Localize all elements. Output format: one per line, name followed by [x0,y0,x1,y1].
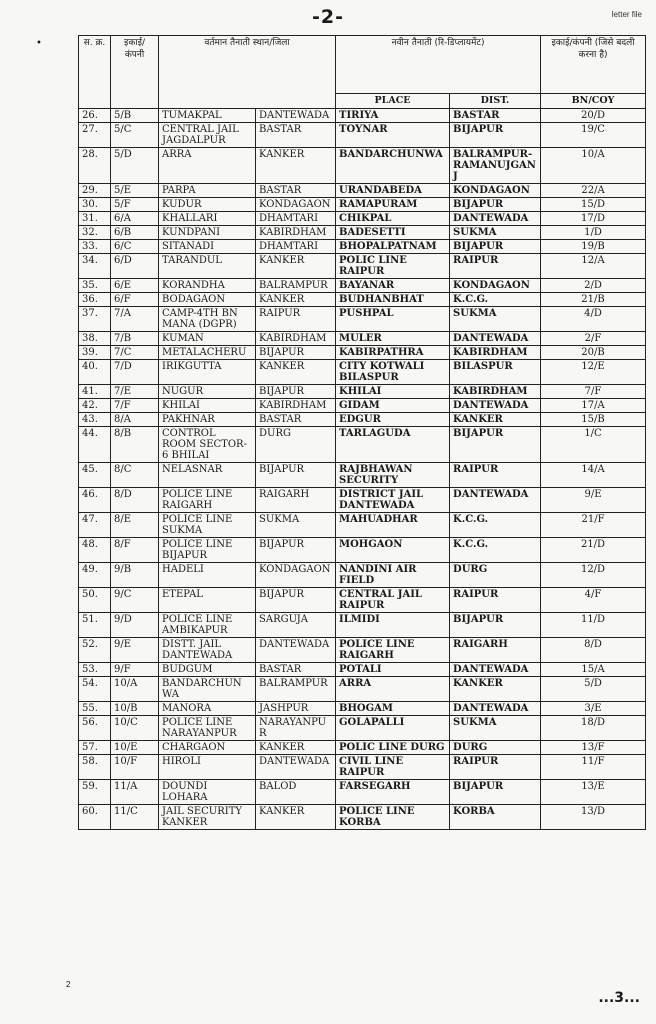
cell-cur-dist: KANKER [256,741,336,755]
cell-new-unit: 15/D [541,198,646,212]
cell-new-dist: KORBA [450,805,541,830]
cell-cur-dist: KANKER [256,148,336,184]
cell-cur-dist: RAIGARH [256,488,336,513]
cell-new-unit: 12/D [541,563,646,588]
table-row [79,212,646,226]
cell-new-unit: 10/A [541,148,646,184]
cell-new-place: CENTRAL JAIL RAIPUR [336,588,450,613]
cell-unit: 8/A [111,413,159,427]
cell-cur-dist: KABIRDHAM [256,226,336,240]
cell-unit: 10/C [111,716,159,741]
cell-sno: 57. [79,741,111,755]
cell-unit: 11/A [111,780,159,805]
cell-new-place: BHOPALPATNAM [336,240,450,254]
cell-new-dist: KANKER [450,677,541,702]
cell-sno: 53. [79,663,111,677]
cell-sno: 36. [79,293,111,307]
cell-new-place: ARRA [336,677,450,702]
table-row [79,513,646,538]
cell-new-place: BAYANAR [336,279,450,293]
cell-cur-place: DISTT. JAIL DANTEWADA [159,638,256,663]
cell-new-unit: 8/D [541,638,646,663]
cell-new-unit: 5/D [541,677,646,702]
cell-new-unit: 13/E [541,780,646,805]
table-row [79,226,646,240]
cell-cur-dist: KABIRDHAM [256,399,336,413]
table-row [79,254,646,279]
cell-new-dist: DANTEWADA [450,488,541,513]
cell-cur-dist: BASTAR [256,184,336,198]
cell-cur-place: IRIKGUTTA [159,360,256,385]
cell-unit: 8/F [111,538,159,563]
cell-new-place: TARLAGUDA [336,427,450,463]
cell-new-place: FARSEGARH [336,780,450,805]
cell-new-dist: SUKMA [450,716,541,741]
subheader-place: PLACE [336,94,450,109]
cell-cur-dist: BASTAR [256,123,336,148]
footer-mark: 2 [66,980,71,989]
cell-cur-dist: KANKER [256,254,336,279]
cell-new-unit: 17/A [541,399,646,413]
cell-new-dist: RAIGARH [450,638,541,663]
cell-new-dist: DANTEWADA [450,702,541,716]
cell-new-dist: BIJAPUR [450,198,541,212]
table-row [79,741,646,755]
table-row [79,399,646,413]
cell-new-unit: 1/C [541,427,646,463]
table-row [79,780,646,805]
cell-cur-dist: DHAMTARI [256,240,336,254]
cell-sno: 49. [79,563,111,588]
cell-sno: 32. [79,226,111,240]
cell-new-dist: DURG [450,563,541,588]
cell-cur-place: NUGUR [159,385,256,399]
cell-new-unit: 21/F [541,513,646,538]
cell-new-place: ILMIDI [336,613,450,638]
cell-sno: 34. [79,254,111,279]
cell-unit: 5/D [111,148,159,184]
cell-cur-place: KUNDPANI [159,226,256,240]
cell-new-dist: KONDAGAON [450,184,541,198]
cell-new-place: MAHUADHAR [336,513,450,538]
cell-cur-place: DOUNDI LOHARA [159,780,256,805]
cell-unit: 9/C [111,588,159,613]
cell-sno: 60. [79,805,111,830]
cell-new-dist: K.C.G. [450,538,541,563]
cell-cur-dist: DANTEWADA [256,638,336,663]
table-row [79,293,646,307]
cell-cur-place: POLICE LINE BIJAPUR [159,538,256,563]
cell-unit: 6/C [111,240,159,254]
cell-new-place: TOYNAR [336,123,450,148]
cell-cur-place: HIROLI [159,755,256,780]
cell-unit: 10/A [111,677,159,702]
table-row [79,805,646,830]
cell-new-dist: KABIRDHAM [450,385,541,399]
cell-sno: 45. [79,463,111,488]
cell-new-place: NANDINI AIR FIELD [336,563,450,588]
cell-new-unit: 19/B [541,240,646,254]
cell-unit: 7/E [111,385,159,399]
cell-new-unit: 12/A [541,254,646,279]
cell-cur-place: ARRA [159,148,256,184]
cell-unit: 5/F [111,198,159,212]
cell-new-place: TIRIYA [336,109,450,123]
table-row [79,677,646,702]
cell-new-dist: BILASPUR [450,360,541,385]
cell-sno: 35. [79,279,111,293]
cell-cur-dist: KANKER [256,360,336,385]
header-new-unit: इकाई/कंपनी (जिसे बदली करना है) [541,36,646,94]
cell-new-place: DISTRICT JAIL DANTEWADA [336,488,450,513]
cell-new-unit: 21/B [541,293,646,307]
table-row [79,346,646,360]
cell-cur-place: METALACHERU [159,346,256,360]
cell-cur-place: KHILAI [159,399,256,413]
cell-cur-place: PARPA [159,184,256,198]
cell-sno: 28. [79,148,111,184]
cell-unit: 8/C [111,463,159,488]
cell-new-dist: BASTAR [450,109,541,123]
cell-sno: 37. [79,307,111,332]
table-row [79,360,646,385]
cell-sno: 40. [79,360,111,385]
cell-new-unit: 20/B [541,346,646,360]
cell-new-unit: 20/D [541,109,646,123]
cell-cur-dist: KONDAGAON [256,198,336,212]
cell-unit: 10/F [111,755,159,780]
cell-cur-place: CHARGAON [159,741,256,755]
cell-new-unit: 11/D [541,613,646,638]
cell-new-dist: BIJAPUR [450,613,541,638]
table-row [79,427,646,463]
cell-cur-place: POLICE LINE RAIGARH [159,488,256,513]
cell-sno: 31. [79,212,111,226]
cell-sno: 38. [79,332,111,346]
cell-cur-place: BUDGUM [159,663,256,677]
table-row [79,385,646,399]
cell-cur-dist: SUKMA [256,513,336,538]
cell-unit: 9/E [111,638,159,663]
cell-cur-dist: BIJAPUR [256,588,336,613]
cell-unit: 8/E [111,513,159,538]
cell-sno: 59. [79,780,111,805]
cell-cur-dist: BIJAPUR [256,346,336,360]
cell-new-place: URANDABEDA [336,184,450,198]
cell-new-dist: RAIPUR [450,588,541,613]
cell-unit: 6/D [111,254,159,279]
cell-cur-dist: SARGUJA [256,613,336,638]
cell-cur-place: TUMAKPAL [159,109,256,123]
cell-new-place: POLIC LINE RAIPUR [336,254,450,279]
cell-cur-place: KHALLARI [159,212,256,226]
table-row [79,307,646,332]
cell-new-place: CHIKPAL [336,212,450,226]
cell-cur-dist: DURG [256,427,336,463]
cell-cur-dist: BIJAPUR [256,463,336,488]
cell-cur-dist: BALRAMPUR [256,677,336,702]
cell-new-dist: DANTEWADA [450,663,541,677]
cell-unit: 7/D [111,360,159,385]
cell-new-place: GIDAM [336,399,450,413]
cell-new-place: MOHGAON [336,538,450,563]
cell-unit: 9/D [111,613,159,638]
cell-cur-dist: KANKER [256,805,336,830]
table-row [79,184,646,198]
header-current-posting: वर्तमान तैनाती स्थान/जिला [159,36,336,109]
table-row [79,198,646,212]
cell-new-unit: 15/B [541,413,646,427]
cell-sno: 55. [79,702,111,716]
cell-cur-place: POLICE LINE NARAYANPUR [159,716,256,741]
cell-new-unit: 4/F [541,588,646,613]
cell-new-unit: 2/D [541,279,646,293]
cell-new-unit: 4/D [541,307,646,332]
cell-new-unit: 15/A [541,663,646,677]
cell-new-dist: K.C.G. [450,513,541,538]
cell-new-dist: BIJAPUR [450,427,541,463]
table-row [79,755,646,780]
cell-new-dist: RAIPUR [450,254,541,279]
table-row [79,613,646,638]
table-row [79,663,646,677]
cell-unit: 6/E [111,279,159,293]
cell-new-unit: 14/A [541,463,646,488]
cell-cur-place: KUMAN [159,332,256,346]
cell-cur-dist: BIJAPUR [256,385,336,399]
table-row [79,716,646,741]
cell-unit: 7/C [111,346,159,360]
table-row [79,279,646,293]
cell-cur-dist: BIJAPUR [256,538,336,563]
corner-label: letter file [611,10,642,19]
cell-cur-place: JAIL SECURITY KANKER [159,805,256,830]
cell-sno: 51. [79,613,111,638]
cell-cur-place: CENTRAL JAIL JAGDALPUR [159,123,256,148]
cell-cur-dist: RAIPUR [256,307,336,332]
cell-new-unit: 2/F [541,332,646,346]
cell-cur-dist: DANTEWADA [256,109,336,123]
cell-sno: 54. [79,677,111,702]
cell-sno: 52. [79,638,111,663]
cell-unit: 6/A [111,212,159,226]
cell-new-dist: KABIRDHAM [450,346,541,360]
cell-cur-place: NELASNAR [159,463,256,488]
cell-cur-place: CONTROL ROOM SECTOR-6 BHILAI [159,427,256,463]
cell-new-dist: DANTEWADA [450,399,541,413]
table-row [79,638,646,663]
cell-new-dist: DANTEWADA [450,332,541,346]
cell-new-dist: BALRAMPUR-RAMANUJGANJ [450,148,541,184]
cell-cur-place: BANDARCHUN WA [159,677,256,702]
cell-cur-dist: KONDAGAON [256,563,336,588]
cell-new-place: PUSHPAL [336,307,450,332]
cell-cur-place: TARANDUL [159,254,256,279]
table-row [79,123,646,148]
cell-cur-place: ETEPAL [159,588,256,613]
cell-new-place: POLICE LINE KORBA [336,805,450,830]
cell-unit: 5/E [111,184,159,198]
cell-sno: 48. [79,538,111,563]
cell-cur-place: POLICE LINE SUKMA [159,513,256,538]
header-unit: इकाई/ कंपनी [111,36,159,109]
cell-cur-dist: BASTAR [256,413,336,427]
cell-cur-place: KUDUR [159,198,256,212]
table-row [79,538,646,563]
cell-unit: 7/F [111,399,159,413]
table-row [79,588,646,613]
cell-cur-place: CAMP-4TH BN MANA (DGPR) [159,307,256,332]
subheader-dist: DIST. [450,94,541,109]
cell-new-unit: 19/C [541,123,646,148]
table-row [79,332,646,346]
cell-sno: 30. [79,198,111,212]
cell-new-unit: 3/E [541,702,646,716]
redeployment-table [78,35,646,830]
subheader-bn-coy: BN/COY [541,94,646,109]
cell-new-place: BUDHANBHAT [336,293,450,307]
cell-unit: 6/B [111,226,159,240]
cell-new-dist: DANTEWADA [450,212,541,226]
cell-new-unit: 17/D [541,212,646,226]
cell-cur-dist: BASTAR [256,663,336,677]
header-new-posting: नवीन तैनाती (रि-डिप्लायमेंट) [336,36,541,94]
cell-cur-dist: DANTEWADA [256,755,336,780]
cell-new-dist: RAIPUR [450,463,541,488]
cell-cur-place: SITANADI [159,240,256,254]
cell-cur-dist: BALRAMPUR [256,279,336,293]
cell-new-unit: 1/D [541,226,646,240]
cell-new-dist: BIJAPUR [450,123,541,148]
cell-cur-dist: KANKER [256,293,336,307]
cell-sno: 46. [79,488,111,513]
table-body [79,109,646,830]
cell-new-place: BHOGAM [336,702,450,716]
cell-sno: 41. [79,385,111,399]
cell-sno: 26. [79,109,111,123]
cell-sno: 33. [79,240,111,254]
cell-new-place: POLICE LINE RAIGARH [336,638,450,663]
cell-cur-place: POLICE LINE AMBIKAPUR [159,613,256,638]
cell-new-place: RAJBHAWAN SECURITY [336,463,450,488]
cell-new-place: CIVIL LINE RAIPUR [336,755,450,780]
cell-cur-dist: KABIRDHAM [256,332,336,346]
cell-unit: 8/D [111,488,159,513]
table-row [79,702,646,716]
cell-new-unit: 7/F [541,385,646,399]
page-number: -2- [312,6,344,28]
cell-new-unit: 22/A [541,184,646,198]
cell-sno: 50. [79,588,111,613]
cell-unit: 5/B [111,109,159,123]
table-row [79,413,646,427]
cell-sno: 39. [79,346,111,360]
cell-cur-dist: NARAYANPUR [256,716,336,741]
cell-cur-dist: DHAMTARI [256,212,336,226]
cell-new-dist: BIJAPUR [450,240,541,254]
cell-unit: 10/B [111,702,159,716]
cell-new-place: MULER [336,332,450,346]
cell-sno: 42. [79,399,111,413]
cell-sno: 56. [79,716,111,741]
cell-new-unit: 13/D [541,805,646,830]
cell-new-dist: SUKMA [450,226,541,240]
margin-mark: • [36,38,42,49]
cell-sno: 27. [79,123,111,148]
cell-new-unit: 13/F [541,741,646,755]
cell-new-place: KHILAI [336,385,450,399]
header-sno: स. क्र. [79,36,111,109]
cell-new-unit: 11/F [541,755,646,780]
cell-cur-place: BODAGAON [159,293,256,307]
cell-unit: 5/C [111,123,159,148]
cell-new-unit: 12/E [541,360,646,385]
cell-new-dist: DURG [450,741,541,755]
cell-cur-place: MANORA [159,702,256,716]
cell-new-place: BANDARCHUNWA [336,148,450,184]
table-row [79,148,646,184]
cell-new-unit: 21/D [541,538,646,563]
cell-new-unit: 18/D [541,716,646,741]
cell-new-place: POTALI [336,663,450,677]
cell-unit: 11/C [111,805,159,830]
cell-new-place: KABIRPATHRA [336,346,450,360]
cell-new-place: BADESETTI [336,226,450,240]
cell-new-place: POLIC LINE DURG [336,741,450,755]
table-row [79,488,646,513]
table-row [79,463,646,488]
cell-new-unit: 9/E [541,488,646,513]
cell-new-dist: KANKER [450,413,541,427]
cell-cur-place: PAKHNAR [159,413,256,427]
cell-new-place: GOLAPALLI [336,716,450,741]
cell-new-dist: BIJAPUR [450,780,541,805]
cell-unit: 8/B [111,427,159,463]
cell-cur-place: KORANDHA [159,279,256,293]
cell-unit: 9/F [111,663,159,677]
cell-new-dist: KONDAGAON [450,279,541,293]
cell-cur-place: HADELI [159,563,256,588]
cell-unit: 7/B [111,332,159,346]
continued-mark: ...3... [598,990,640,1006]
table-row [79,240,646,254]
cell-new-place: EDGUR [336,413,450,427]
cell-sno: 29. [79,184,111,198]
cell-sno: 44. [79,427,111,463]
table-row [79,109,646,123]
cell-new-dist: K.C.G. [450,293,541,307]
cell-unit: 9/B [111,563,159,588]
cell-sno: 58. [79,755,111,780]
cell-unit: 10/E [111,741,159,755]
cell-sno: 43. [79,413,111,427]
cell-unit: 7/A [111,307,159,332]
cell-new-dist: RAIPUR [450,755,541,780]
table-row [79,563,646,588]
cell-new-place: CITY KOTWALI BILASPUR [336,360,450,385]
cell-unit: 6/F [111,293,159,307]
cell-new-dist: SUKMA [450,307,541,332]
cell-sno: 47. [79,513,111,538]
cell-cur-dist: BALOD [256,780,336,805]
cell-new-place: RAMAPURAM [336,198,450,212]
cell-cur-dist: JASHPUR [256,702,336,716]
